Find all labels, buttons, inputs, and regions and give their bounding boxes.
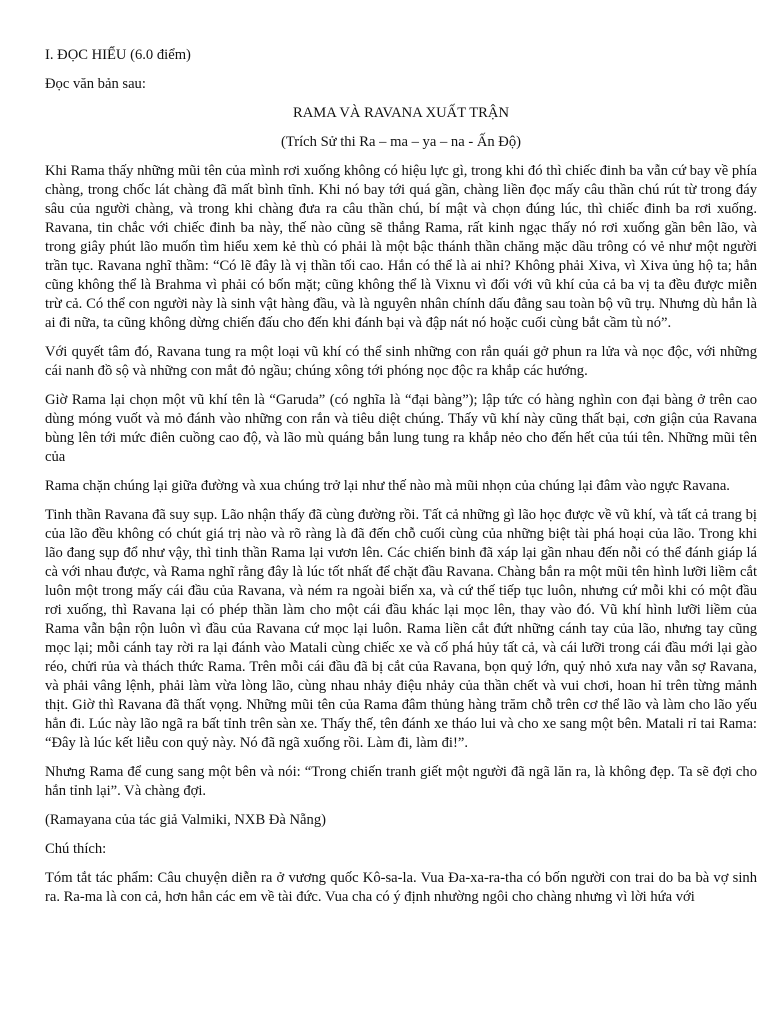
source-citation: (Ramayana của tác giả Valmiki, NXB Đà Nẵng)	[45, 812, 326, 828]
paragraph-6: Nhưng Rama để cung sang một bên và nói: “Trong chiến tranh giết một người đã ngã lăn ra, là không đẹp. Ta sẽ đợi cho hắn tỉnh lại”. Và chàng đợi.	[45, 764, 757, 799]
instruction-text: Đọc văn bản sau:	[45, 76, 146, 92]
story-title: RAMA VÀ RAVANA XUẤT TRẬN	[293, 105, 509, 121]
paragraph-5: Tinh thần Ravana đã suy sụp. Lão nhận thấy đã cùng đường rồi. Tất cả những gì lão học được về vũ khí, và tất cả trang bị của lão đều không có chút giá trị nào và rõ ràng là đã đến chỗ cuối cùng của những biệt tài phá hoại của lão. Trong khi lão đang sụp đổ như vậy, thì tinh thần Rama lại vươn lên. Các chiến binh đã xáp lại gần nhau đến nỗi có thể đánh giáp lá cà với nhau được, và Rama nghĩ rằng đây là lúc tốt nhất để chặt đầu Ravana. Chàng bắn ra một mũi tên hình lưỡi liềm cắt luôn một trong mấy cái đầu của Ravana, và ném ra ngoài biển xa, và cứ thế tiếp tục luôn, nhưng cứ mỗi khi có một đầu rơi xuống, thì Ravana lại có phép thần làm cho một cái đầu khác lại mọc lên, thay vào đó. Vũ khí hình lưỡi liềm của Rama vẫn bận rộn luôn vì đầu của Ravana cứ mọc lại luôn. Rama liền cắt đứt những cánh tay của lão, nhưng tay cũng mọc lại; mỗi cánh tay rời ra lại đánh vào Matali cùng chiếc xe và cố phá hủy tất cả, và cái lưỡi trong cái đầu mới lại gào réo, chửi rủa và thách thức Rama. Trên mỗi cái đầu đã bị cắt của Ravana, bọn quỷ lớn, quỷ nhỏ xưa nay vẫn sợ Ravana, và phải vâng lệnh, phải làm vừa lòng lão, cùng nhau nhảy điệu nhảy của thần chết và vui chơi, hoan hỉ trên từng mảnh thịt. Giờ thì Ravana đã thất vọng. Những mũi tên của Rama đâm thủng hàng trăm chỗ trên cơ thể lão và làm cho lão yếu hẳn đi. Lúc này lão ngã ra bất tỉnh trên sàn xe. Thấy thế, tên đánh xe tháo lui và cho xe sang một bên. Matali rỉ tai Rama: “Đây là lúc kết liễu con quỷ này. Nó đã ngã xuống rồi. Làm đi, làm đi!”.	[45, 507, 757, 751]
summary-note: Tóm tắt tác phẩm: Câu chuyện diễn ra ở vương quốc Kô-sa-la. Vua Đa-xa-ra-tha có bốn người con trai do ba bà vợ sinh ra. Ra-ma là con cả, hơn hẳn các em về tài đức. Vua cha có ý định nhường ngôi cho chàng nhưng vì lời hứa với	[45, 870, 757, 905]
story-subtitle: (Trích Sử thi Ra – ma – ya – na - Ấn Độ)	[280, 134, 522, 150]
paragraph-3: Giờ Rama lại chọn một vũ khí tên là “Garuda” (có nghĩa là “đại bàng”); lập tức có hàng nghìn con đại bàng ở trên cao dùng móng vuốt và mỏ đánh vào những con rắn và tiêu diệt chúng. Thấy vũ khí này cũng thất bại, cơn giận của Ravana bùng lên tới mức điên cuồng cao độ, và lão mù quáng bắn lung tung ra khắp nẻo cho đến hết của túi tên. Những mũi tên của	[45, 392, 757, 465]
paragraph-4: Rama chặn chúng lại giữa đường và xua chúng trở lại như thế nào mà mũi nhọn của chúng lại đâm vào ngực Ravana.	[45, 478, 730, 494]
notes-label: Chú thích:	[45, 841, 107, 857]
document-page	[45, 46, 757, 917]
paragraph-1: Khi Rama thấy những mũi tên của mình rơi xuống không có hiệu lực gì, trong khi đó thì chiếc đinh ba vẫn cứ bay về phía chàng, trong chốc lát chàng đã mất bình tĩnh. Khi nó bay tới quá gần, chàng liền đọc mấy câu thần chú rút từ trong đáy sâu của người chàng, và trong khi chàng đưa ra câu thần chú, bí mật và chọn đúng lúc, thì chiếc đinh ba rơi xuống. Ravana, tin chắc với chiếc đinh ba này, thế nào cũng sẽ thắng Rama, rất kinh ngạc thấy nó rơi xuống gần bên lão, và trong giây phút lão muốn tìm hiểu xem kẻ thù có phải là một bậc thánh thần chăng mặc dầu trông có vẻ như một người trần tục. Ravana nghĩ thầm: “Có lẽ đây là vị thần tối cao. Hắn có thể là ai nhỉ? Không phải Xiva, vì Xiva ủng hộ ta; hẳn cũng không thể là Brahma vì phải có bốn mặt; cũng không thể là Vixnu vì đối với vũ khí của cả ba vị ta đều được miễn trừ cả. Có thể con người này là sinh vật hàng đầu, và là nguyên nhân chính dấu đằng sau toàn bộ vũ trụ. Nhưng dù hắn là ai đi nữa, ta cũng không dừng chiến đấu cho đến khi đánh bại và đập nát nó hoặc cuối cùng bắt cầm tù nó”.	[45, 163, 757, 331]
section-heading: I. ĐỌC HIỂU (6.0 điểm)	[45, 47, 191, 63]
paragraph-2: Với quyết tâm đó, Ravana tung ra một loại vũ khí có thể sinh những con rắn quái gở phun ra lửa và nọc độc, với những cái nanh đồ sộ và những con mắt đỏ ngầu; chúng xông tới phóng nọc độc ra khắp các hướng.	[45, 344, 757, 379]
